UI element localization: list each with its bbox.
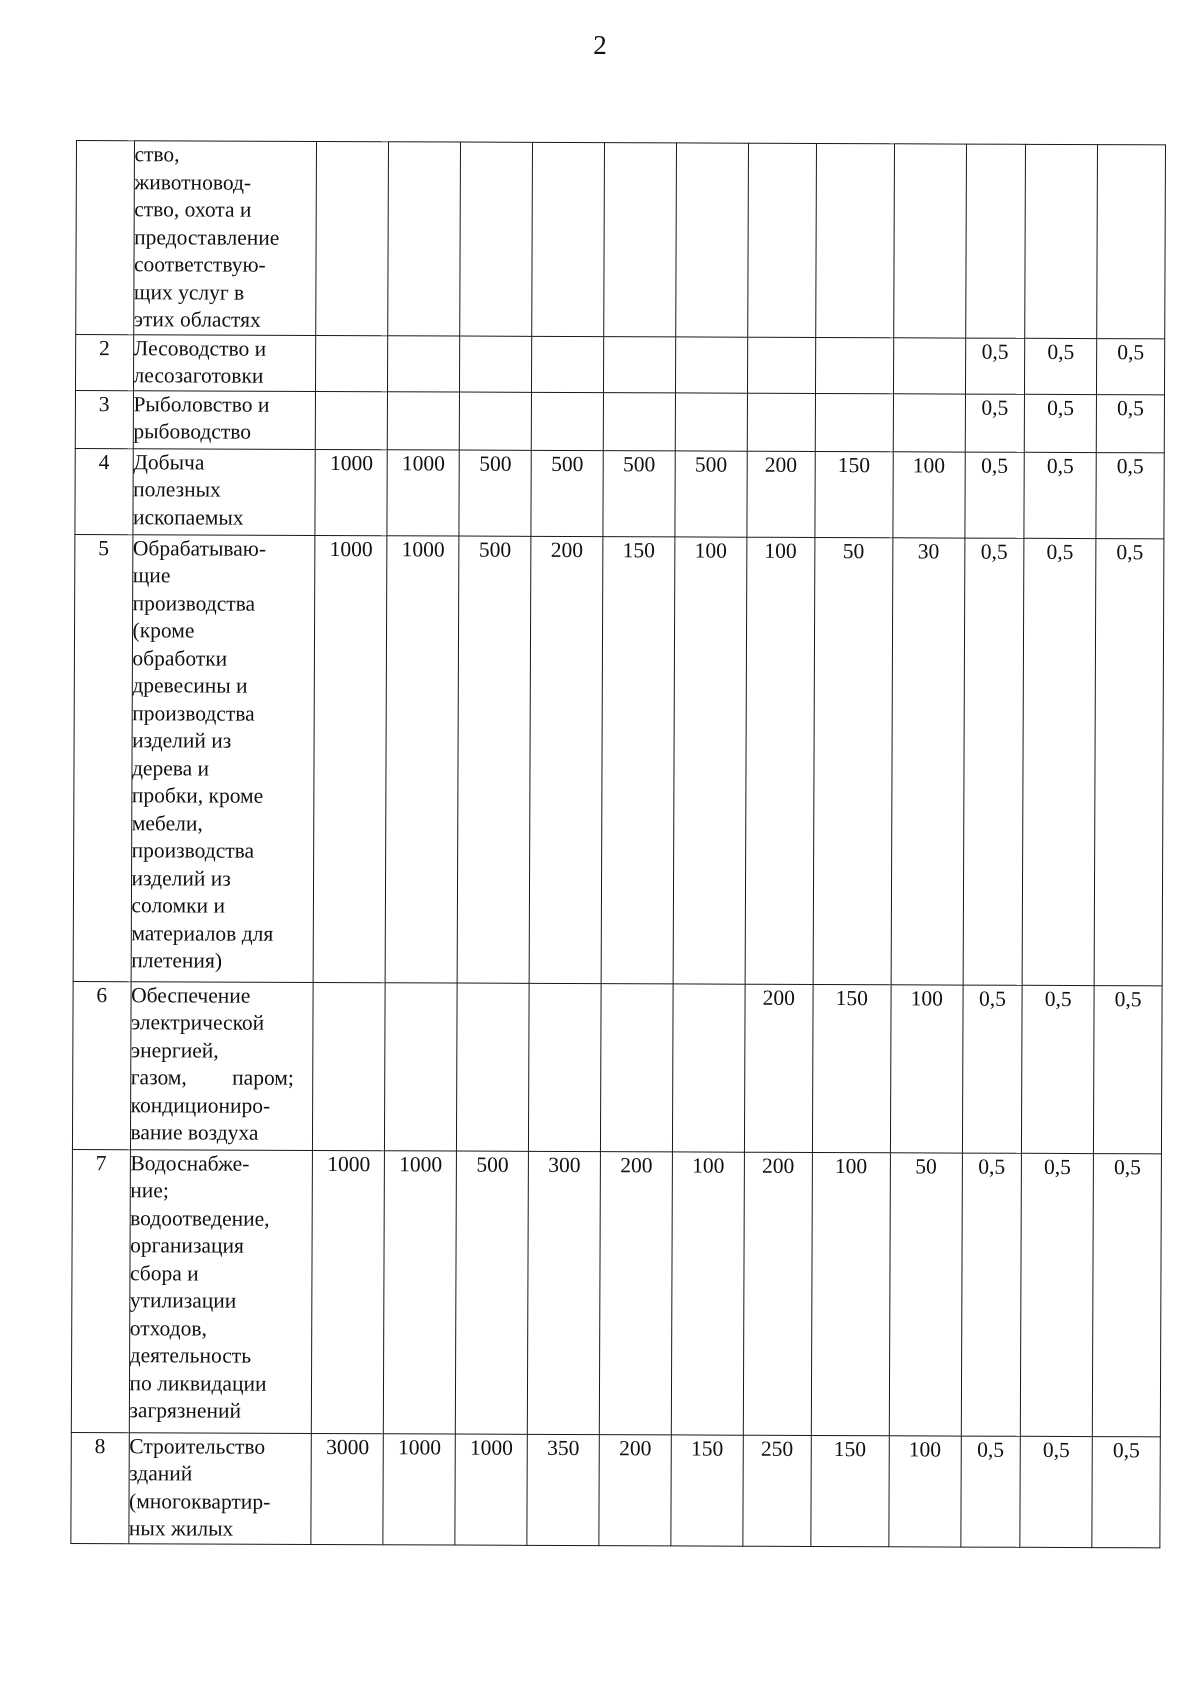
table-row — [75, 390, 1164, 452]
value-cell: 500 — [675, 450, 747, 536]
value-cell: 0,5 — [1020, 1436, 1092, 1547]
activity-name-line: производства — [132, 700, 255, 726]
value-cell — [529, 983, 602, 1151]
activity-name-line: ние; — [130, 1178, 169, 1203]
value-cell — [675, 392, 747, 450]
table-row — [75, 448, 1164, 538]
value-cell: 0,5 — [1020, 1153, 1093, 1436]
activity-name-line: ство, охота и — [134, 197, 252, 222]
row-number: 8 — [71, 1432, 129, 1543]
value-cell: 0,5 — [965, 452, 1025, 538]
table-row — [73, 534, 1164, 985]
value-cell — [316, 141, 389, 335]
activity-name-line: мебели, — [131, 810, 203, 836]
value-cell: 50 — [813, 537, 893, 984]
activity-name-line: древесины и — [132, 673, 248, 698]
row-number — [76, 141, 134, 335]
activity-name-line: полезных — [133, 477, 221, 502]
value-cell: 100 — [893, 451, 965, 537]
activity-name-line: обработки — [132, 645, 228, 671]
activity-name-line: плетения) — [131, 948, 223, 973]
value-cell: 200 — [744, 984, 812, 1152]
data-table — [70, 140, 1166, 1548]
value-cell: 0,5 — [1092, 1153, 1161, 1436]
value-cell: 1000 — [312, 1150, 385, 1433]
table-row — [72, 981, 1162, 1153]
value-cell — [460, 142, 533, 336]
activity-name — [133, 390, 316, 449]
value-cell: 200 — [599, 1434, 671, 1545]
activity-name-line: энергией, — [130, 1037, 219, 1063]
activity-name-line: водоотведение, — [130, 1205, 270, 1231]
value-cell: 200 — [599, 1151, 672, 1434]
activity-name-line: производства — [132, 590, 256, 616]
value-cell — [316, 391, 388, 449]
activity-name — [131, 534, 316, 982]
row-number: 2 — [75, 334, 133, 390]
page-number: 2 — [593, 30, 607, 60]
value-cell: 500 — [459, 450, 531, 536]
activity-name-line: лесозаготовки — [133, 363, 264, 388]
value-cell — [672, 983, 745, 1151]
value-cell: 0,5 — [1094, 985, 1163, 1153]
value-cell — [388, 335, 460, 391]
value-cell: 0,5 — [1094, 538, 1164, 985]
activity-name-line: газом, паром; — [130, 1065, 294, 1090]
value-cell — [815, 143, 894, 337]
value-cell — [893, 144, 966, 338]
row-number: 4 — [75, 448, 133, 534]
activity-name-line: Обрабатываю- — [132, 535, 267, 561]
value-cell: 1000 — [385, 535, 459, 982]
value-cell — [316, 335, 388, 391]
activity-name-line: сбора и — [129, 1260, 199, 1286]
value-cell — [965, 144, 1025, 338]
activity-name-line: Рыболовство и — [133, 391, 270, 417]
value-cell: 0,5 — [1096, 394, 1164, 452]
table-row — [71, 1149, 1161, 1436]
value-cell — [459, 392, 531, 450]
value-cell: 150 — [810, 1435, 889, 1546]
value-cell: 100 — [811, 1152, 890, 1435]
value-cell: 300 — [527, 1151, 600, 1434]
activity-name-line: (многоквартир- — [129, 1488, 271, 1514]
value-cell: 0,5 — [963, 538, 1024, 985]
activity-name-line: этих областях — [133, 307, 261, 332]
activity-name-line: по ликвидации — [129, 1370, 267, 1396]
value-cell — [893, 393, 965, 451]
activity-name-line: Обеспечение — [131, 982, 251, 1008]
value-cell — [385, 982, 458, 1150]
value-cell: 100 — [671, 1151, 744, 1434]
activity-name-line: дерева и — [131, 755, 210, 781]
value-cell: 150 — [601, 536, 675, 983]
value-cell: 100 — [890, 984, 963, 1152]
value-cell — [815, 393, 893, 451]
activity-name-line: Лесоводство и — [133, 335, 267, 361]
value-cell: 0,5 — [1097, 338, 1165, 394]
value-cell: 200 — [747, 451, 815, 537]
activity-name — [130, 981, 314, 1150]
value-cell — [747, 337, 815, 393]
activity-name-line: Добыча — [133, 449, 205, 475]
activity-name-line: кондициониро- — [130, 1092, 271, 1118]
value-cell — [675, 336, 747, 392]
value-cell: 0,5 — [1025, 338, 1097, 394]
activity-name-line: изделий из — [131, 865, 231, 891]
activity-name-line: утилизации — [129, 1288, 237, 1313]
activity-name-line: отходов, — [129, 1315, 207, 1341]
value-cell — [1025, 144, 1098, 338]
activity-name — [133, 141, 317, 335]
value-cell: 0,5 — [1022, 985, 1095, 1153]
value-cell: 500 — [531, 450, 603, 536]
value-cell: 0,5 — [962, 985, 1022, 1153]
value-cell — [747, 393, 815, 451]
activity-name-line: Водоснабже- — [130, 1150, 250, 1176]
value-cell — [748, 143, 817, 337]
value-cell: 1000 — [383, 1433, 455, 1544]
value-cell: 0,5 — [1096, 452, 1164, 538]
value-cell: 1000 — [387, 449, 459, 535]
value-cell — [604, 143, 677, 337]
activity-name-line: зданий — [129, 1461, 193, 1486]
value-cell — [603, 392, 675, 450]
value-cell — [388, 391, 460, 449]
activity-name-line: загрязнений — [129, 1398, 242, 1423]
activity-name-line: вание воздуха — [130, 1120, 259, 1145]
activity-name-line: производства — [131, 838, 255, 863]
activity-name-line: деятельность — [129, 1343, 252, 1368]
value-cell — [313, 982, 386, 1150]
activity-name-line: Строительство — [129, 1433, 266, 1459]
value-cell: 3000 — [311, 1433, 383, 1544]
activity-name-line: животновод- — [134, 169, 252, 195]
value-cell: 0,5 — [1024, 452, 1096, 538]
activity-name-line: щих услуг в — [133, 279, 245, 305]
row-number: 5 — [73, 534, 132, 981]
value-cell: 350 — [527, 1434, 599, 1545]
value-cell: 0,5 — [1022, 538, 1096, 985]
row-number: 6 — [72, 981, 130, 1149]
value-cell: 1000 — [314, 535, 388, 982]
value-cell: 150 — [812, 984, 891, 1152]
activity-name-line: ископаемых — [132, 504, 244, 530]
activity-name-line: соломки и — [131, 893, 226, 918]
value-cell: 30 — [891, 537, 965, 984]
value-cell: 0,5 — [965, 338, 1025, 394]
value-cell — [815, 337, 893, 393]
value-cell — [604, 336, 676, 392]
value-cell: 150 — [671, 1434, 743, 1545]
activity-name-line: соответствую- — [133, 252, 266, 277]
table-row — [76, 141, 1166, 339]
value-cell — [457, 983, 530, 1151]
value-cell — [388, 142, 461, 336]
activity-name — [133, 334, 316, 391]
activity-name-line: пробки, кроме — [131, 783, 264, 808]
table-row — [75, 334, 1164, 394]
activity-name-line: организация — [130, 1233, 244, 1258]
activity-name-line: (кроме — [132, 618, 195, 643]
value-cell: 0,5 — [965, 394, 1025, 452]
value-cell — [531, 392, 603, 450]
activity-name-line: изделий из — [132, 728, 232, 753]
activity-name — [129, 1149, 313, 1433]
value-cell: 1000 — [455, 1434, 527, 1545]
value-cell: 500 — [457, 536, 531, 983]
value-cell: 150 — [815, 451, 893, 537]
value-cell: 0,5 — [1092, 1436, 1160, 1547]
value-cell: 50 — [889, 1152, 962, 1435]
activity-name — [132, 448, 315, 535]
value-cell — [460, 336, 532, 392]
value-cell: 0,5 — [1024, 394, 1096, 452]
value-cell — [532, 336, 604, 392]
value-cell — [893, 337, 965, 393]
activity-name-line: ство, — [134, 142, 180, 167]
value-cell — [1097, 145, 1166, 339]
value-cell — [600, 983, 673, 1151]
value-cell: 500 — [603, 450, 675, 536]
value-cell: 100 — [889, 1435, 961, 1546]
value-cell: 0,5 — [960, 1436, 1020, 1547]
value-cell: 1000 — [384, 1150, 457, 1433]
activity-name-line: электрической — [130, 1010, 265, 1035]
value-cell: 250 — [743, 1435, 811, 1546]
table-row — [71, 1432, 1160, 1547]
activity-name-line: ных жилых — [128, 1516, 234, 1541]
activity-name — [128, 1432, 311, 1544]
value-cell: 1000 — [315, 449, 387, 535]
value-cell: 500 — [456, 1151, 529, 1434]
activity-name-line: рыбоводство — [133, 419, 252, 444]
activity-name-line: предоставление — [134, 224, 280, 250]
value-cell: 0,5 — [961, 1153, 1022, 1436]
value-cell — [676, 143, 749, 337]
activity-name-line: материалов для — [131, 920, 274, 946]
value-cell: 100 — [673, 536, 747, 983]
value-cell: 100 — [745, 537, 815, 984]
activity-name-line: щие — [132, 563, 171, 588]
value-cell: 200 — [529, 536, 603, 983]
value-cell — [532, 142, 605, 336]
value-cell: 200 — [743, 1152, 812, 1435]
row-number: 3 — [75, 390, 133, 448]
row-number: 7 — [71, 1149, 130, 1432]
